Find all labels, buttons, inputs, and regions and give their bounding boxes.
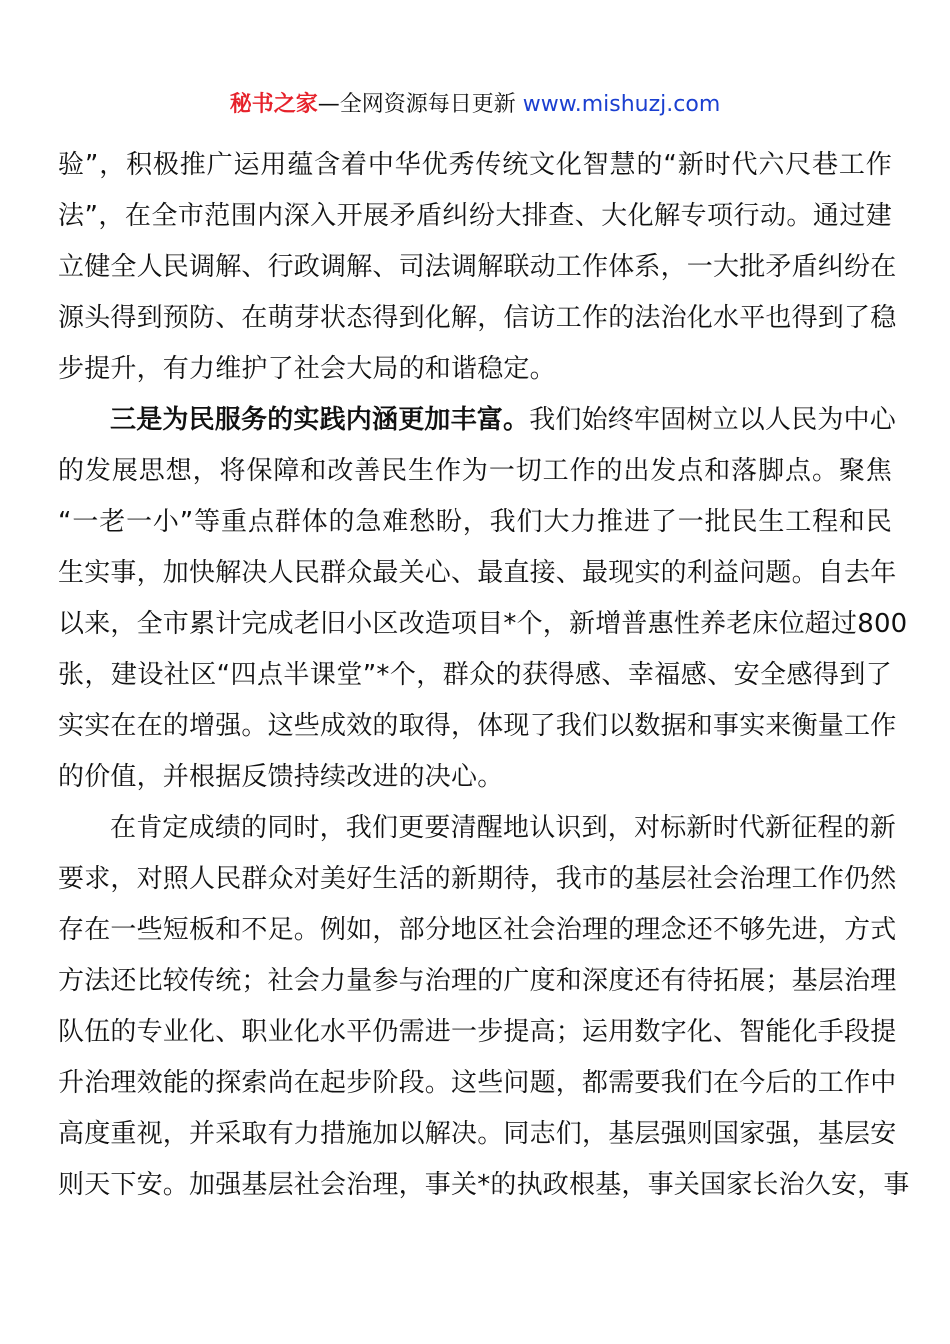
site-brand: 秘书之家: [229, 92, 318, 117]
text-line: 生实事，加快解决人民群众最关心、最直接、最现实的利益问题。自去年: [58, 558, 897, 588]
text-line: “一老一小”等重点群体的急难愁盼，我们大力推进了一批民生工程和民: [58, 507, 892, 537]
text-line: 源头得到预防、在萌芽状态得到化解，信访工作的法治化水平也得到了稳: [58, 303, 897, 333]
text-line: 要求，对照人民群众对美好生活的新期待，我市的基层社会治理工作仍然: [58, 864, 897, 894]
site-url-link[interactable]: www.mishuzj.com: [522, 92, 721, 117]
text-line: 在肯定成绩的同时，我们更要清醒地认识到，对标新时代新征程的新: [110, 813, 897, 843]
text-line: 存在一些短板和不足。例如，部分地区社会治理的理念还不够先进，方式: [58, 915, 897, 945]
text-line: 立健全人民调解、行政调解、司法调解联动工作体系，一大批矛盾纠纷在: [58, 252, 897, 282]
text-line: 升治理效能的探索尚在起步阶段。这些问题，都需要我们在今后的工作中: [58, 1068, 897, 1098]
text-line: 实实在在的增强。这些成效的取得，体现了我们以数据和事实来衡量工作: [58, 711, 897, 741]
text-line: 则天下安。加强基层社会治理，事关*的执政根基，事关国家长治久安，事: [58, 1170, 910, 1200]
text-line: 方法还比较传统；社会力量参与治理的广度和深度还有待拓展；基层治理: [58, 966, 897, 996]
text-line: 我们始终牢固树立以人民为中心: [529, 405, 897, 435]
text-line: 高度重视，并采取有力措施加以解决。同志们，基层强则国家强，基层安: [58, 1119, 897, 1149]
text-line: 验”，积极推广运用蕴含着中华优秀传统文化智慧的“新时代六尺巷工作: [58, 150, 892, 180]
text-line: 步提升，有力维护了社会大局的和谐稳定。: [58, 354, 556, 384]
paragraph-lead-line: [58, 395, 897, 446]
document-body: [58, 140, 910, 1211]
text-line: 的价值，并根据反馈持续改进的决心。: [58, 762, 504, 792]
bold-lead-sentence: 三是为民服务的实践内涵更加丰富。: [110, 405, 530, 435]
text-line: 队伍的专业化、职业化水平仍需进一步提高；运用数字化、智能化手段提: [58, 1017, 897, 1047]
text-line: 法”，在全市范围内深入开展矛盾纠纷大排查、大化解专项行动。通过建: [58, 201, 892, 231]
site-header: [0, 88, 950, 122]
text-line: 的发展思想，将保障和改善民生作为一切工作的出发点和落脚点。聚焦: [58, 456, 892, 486]
text-line: 以来，全市累计完成老旧小区改造项目*个，新增普惠性养老床位超过800: [58, 609, 908, 639]
site-tagline: —全网资源每日更新: [317, 92, 523, 117]
text-line: 张，建设社区“四点半课堂”*个，群众的获得感、幸福感、安全感得到了: [58, 660, 892, 690]
